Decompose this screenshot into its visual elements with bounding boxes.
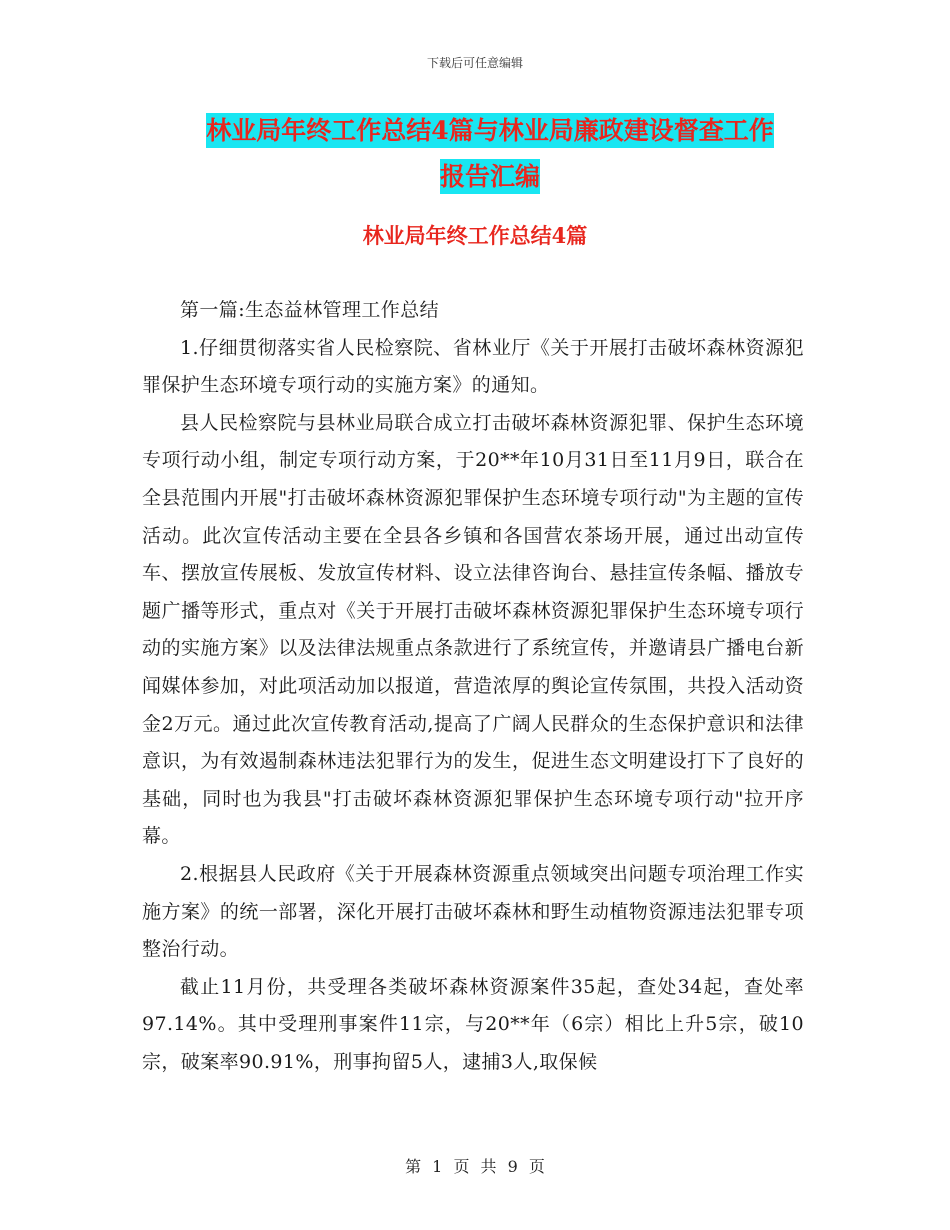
document-body: [142, 292, 804, 1081]
paragraph: 截止11月份，共受理各类破坏森林资源案件35起，查处34起，查处率97.14%。其中受理刑事案件11宗，与20**年（6宗）相比上升5宗，破10宗，破案率90.91%，刑事拘留5人，逮捕3人,取保候: [142, 975, 804, 1073]
document-title-line1: 林业局年终工作总结4篇与林业局廉政建设督查工作: [206, 113, 773, 148]
document-title-line2: 报告汇编: [440, 159, 540, 194]
document-title: [150, 108, 830, 200]
paragraph: 2.根据县人民政府《关于开展森林资源重点领域突出问题专项治理工作实施方案》的统一部署，深化开展打击破坏森林和野生动植物资源违法犯罪专项整治行动。: [142, 862, 804, 961]
paragraph: 县人民检察院与县林业局联合成立打击破坏森林资源犯罪、保护生态环境专项行动小组，制定专项行动方案，于20**年10月31日至11月9日，联合在全县范围内开展"打击破坏森林资源犯罪保护生态环境专项行动"为主题的宣传活动。此次宣传活动主要在全县各乡镇和各国营农茶场开展，通过出动宣传车、摆放宣传展板、发放宣传材料、设立法律咨询台、悬挂宣传条幅、播放专题广播等形式，重点对《关于开展打击破坏森林资源犯罪保护生态环境专项行动的实施方案》以及法律法规重点条款进行了系统宣传，并邀请县广播电台新闻媒体参加，对此项活动加以报道，营造浓厚的舆论宣传氛围，共投入活动资金2万元。通过此次宣传教育活动,提高了广阔人民群众的生态保护意识和法律意识，为有效遏制森林违法犯罪行为的发生，促进生态文明建设打下了良好的基础，同时也为我县"打击破坏森林资源犯罪保护生态环境专项行动"拉开序幕。: [142, 411, 804, 848]
page-header-note: 下载后可任意编辑: [426, 56, 523, 70]
paragraph: 1.仔细贯彻落实省人民检察院、省林业厅《关于开展打击破坏森林资源犯罪保护生态环境专项行动的实施方案》的通知。: [142, 336, 804, 397]
page-number-footer: 第 1 页 共 9 页: [405, 1157, 545, 1176]
section-title: 林业局年终工作总结4篇: [362, 223, 588, 248]
paragraph-part-heading: 第一篇:生态益林管理工作总结: [180, 299, 440, 321]
